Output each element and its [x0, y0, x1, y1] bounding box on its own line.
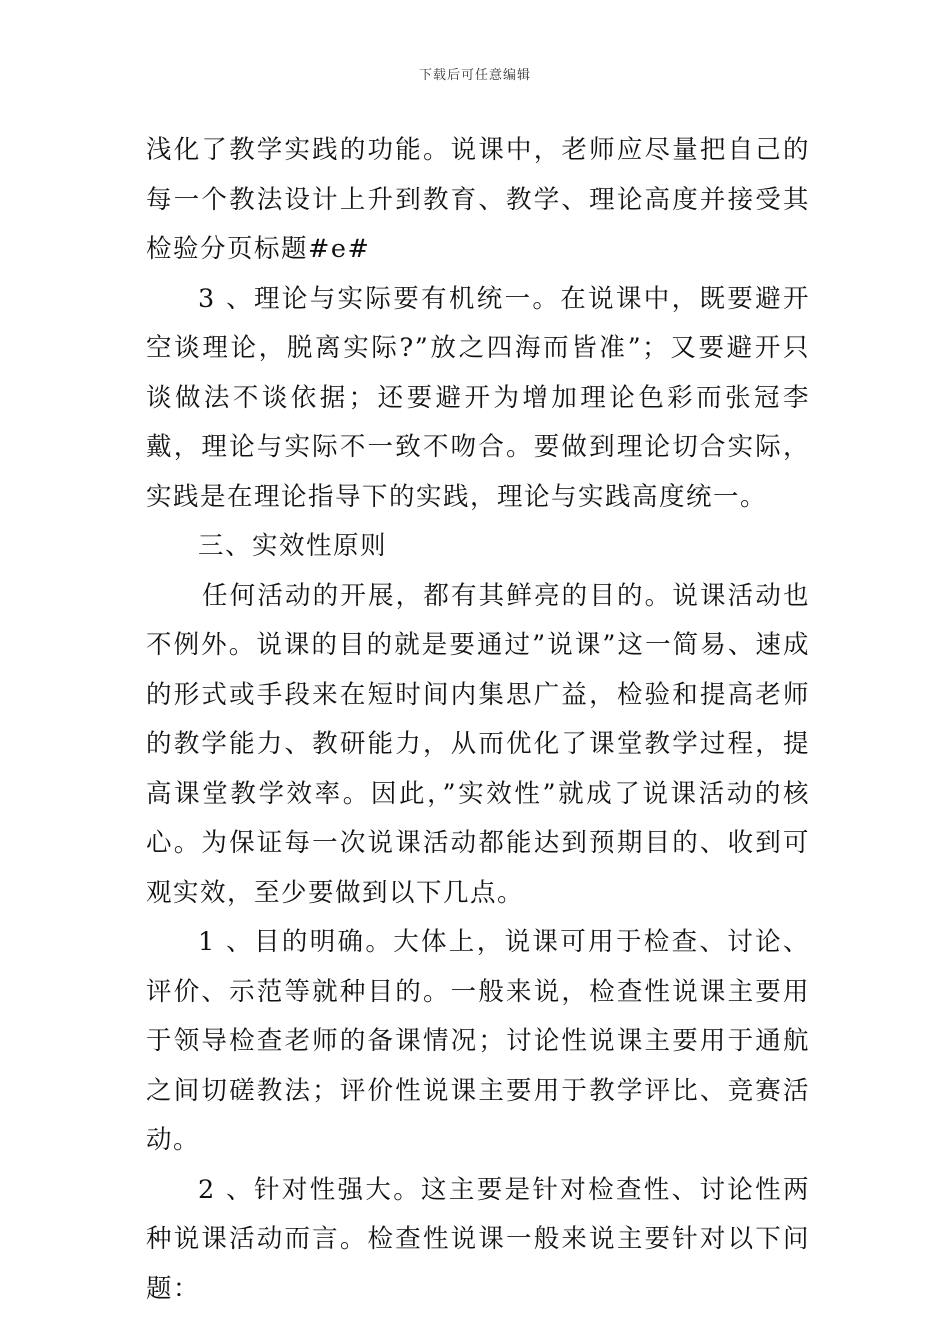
- paragraph-strong-targeting: 2 、针对性强大。这主要是针对检查性、讨论性两种说课活动而言。检查性说课一般来说主要针对以下问题：: [146, 1174, 810, 1304]
- paragraph-effectiveness-intro: 任何活动的开展，都有其鲜亮的目的。说课活动也不例外。说课的目的就是要通过”说课”这一简易、速成的形式或手段来在短时间内集思广益，检验和提高老师的教学能力、教研能力，从而优化了课堂教学过程，提高课堂教学效率。因此，”实效性”就成了说课活动的核心。为保证每一次说课活动都能达到预期目的、收到可观实效，至少要做到以下几点。: [146, 580, 810, 908]
- document-body: [146, 126, 810, 1314]
- section-heading-effectiveness: 三、实效性原则: [198, 531, 388, 561]
- paragraph-theory-practice: 3 、理论与实际要有机统一。在说课中，既要避开空谈理论，脱离实际?”放之四海而皆准”；又要避开只谈做法不谈依据；还要避开为增加理论色彩而张冠李戴，理论与实际不一致不吻合。要做到理论切合实际，实践是在理论指导下的实践，理论与实践高度统一。: [146, 283, 810, 512]
- paragraph-clear-purpose: 1 、目的明确。大体上，说课可用于检查、讨论、评价、示范等就种目的。一般来说，检查性说课主要用于领导检查老师的备课情况；讨论性说课主要用于通航之间切磋教法；评价性说课主要用于教学评比、竞赛活动。: [146, 927, 810, 1155]
- paragraph-continuation: 浅化了教学实践的功能。说课中，老师应尽量把自己的每一个教法设计上升到教育、教学、理论高度并接受其检验分页标题#e#: [146, 135, 810, 264]
- page-header: 下载后可任意编辑: [418, 68, 531, 83]
